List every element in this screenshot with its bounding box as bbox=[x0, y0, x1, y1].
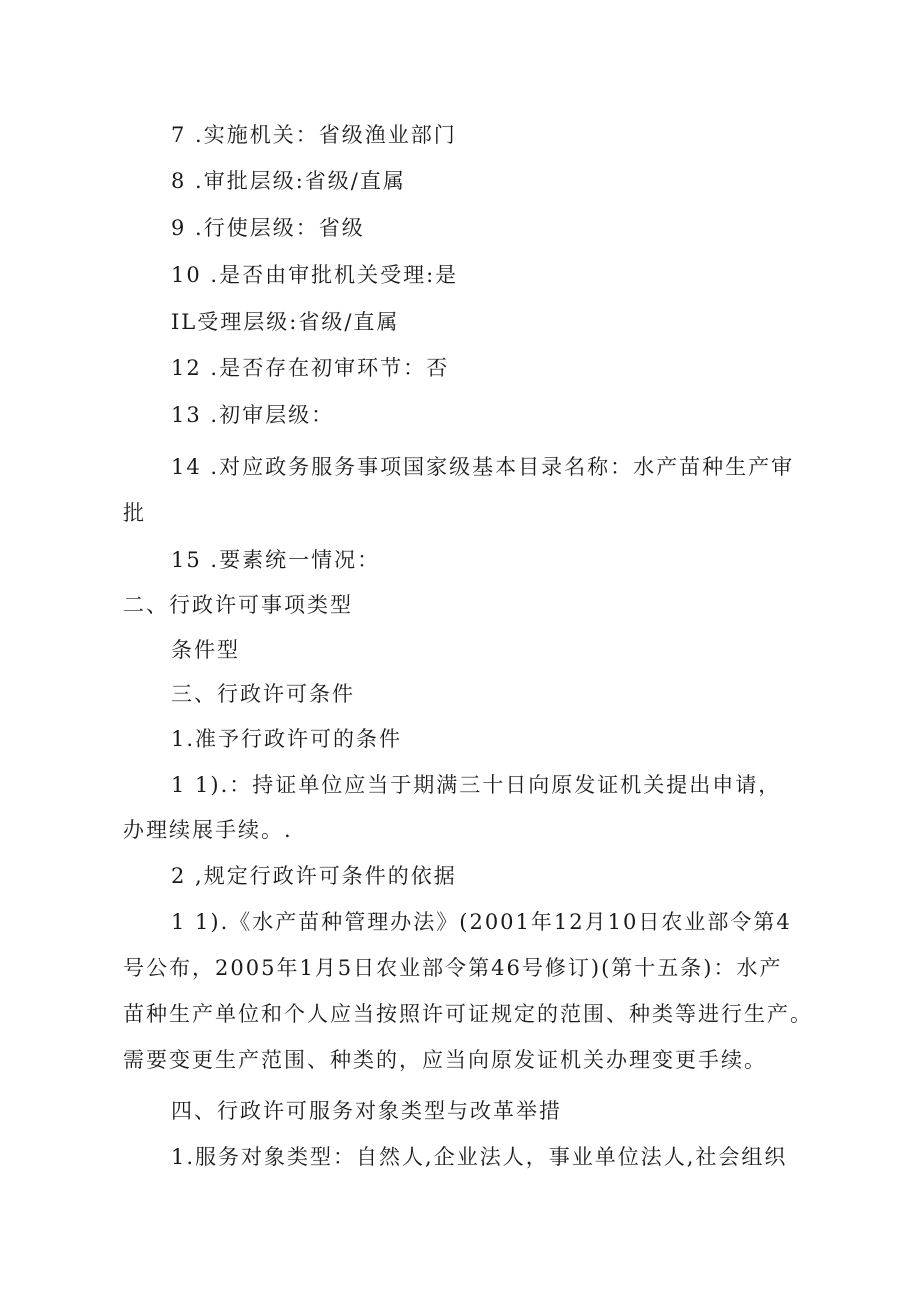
basis-text-line-4: 需要变更生产范围、种类的，应当向原发证机关办理变更手续。 bbox=[123, 1048, 767, 1072]
service-object-types: 1.服务对象类型：自然人,企业法人，事业单位法人,社会组织 bbox=[171, 1145, 788, 1169]
basis-text-line-1: 1 1).《水产苗种管理办法》(2001年12月10日农业部令第4 bbox=[171, 910, 792, 934]
item-11-acceptance-level: IL受理层级:省级/直属 bbox=[171, 310, 400, 334]
item-13-preliminary-level: 13 .初审层级： bbox=[171, 403, 335, 427]
item-15-element-unification: 15 .要素统一情况： bbox=[171, 548, 381, 572]
section-3-heading: 三、行政许可条件 bbox=[171, 682, 355, 706]
item-12-preliminary-review: 12 .是否存在初审环节：否 bbox=[171, 356, 450, 380]
item-9-exercise-level: 9 .行使层级：省级 bbox=[171, 216, 365, 240]
item-10-accepted-by-approver: 10 .是否由审批机关受理:是 bbox=[171, 263, 459, 287]
item-14-catalog-name: 14 .对应政务服务事项国家级基本目录名称：水产苗种生产审 bbox=[171, 455, 795, 479]
condition-1-text: 1 1).：持证单位应当于期满三十日向原发证机关提出申请， bbox=[171, 773, 782, 797]
item-7-implementing-agency: 7 .实施机关：省级渔业部门 bbox=[171, 123, 457, 147]
section-2-type: 条件型 bbox=[171, 638, 240, 662]
condition-1-heading: 1.准予行政许可的条件 bbox=[171, 727, 403, 751]
section-2-heading: 二、行政许可事项类型 bbox=[123, 593, 353, 617]
section-4-heading: 四、行政许可服务对象类型与改革举措 bbox=[171, 1099, 562, 1123]
basis-text-line-2: 号公布，2005年1月5日农业部令第46号修订)(第十五条)：水产 bbox=[123, 956, 783, 980]
condition-2-heading: 2 ,规定行政许可条件的依据 bbox=[171, 864, 457, 888]
basis-text-line-3: 苗种生产单位和个人应当按照许可证规定的范围、种类等进行生产。 bbox=[123, 1002, 813, 1026]
item-14-catalog-name-cont: 批 bbox=[123, 501, 146, 525]
condition-1-text-cont: 办理续展手续。. bbox=[123, 818, 293, 842]
item-8-approval-level: 8 .审批层级:省级/直属 bbox=[171, 169, 406, 193]
